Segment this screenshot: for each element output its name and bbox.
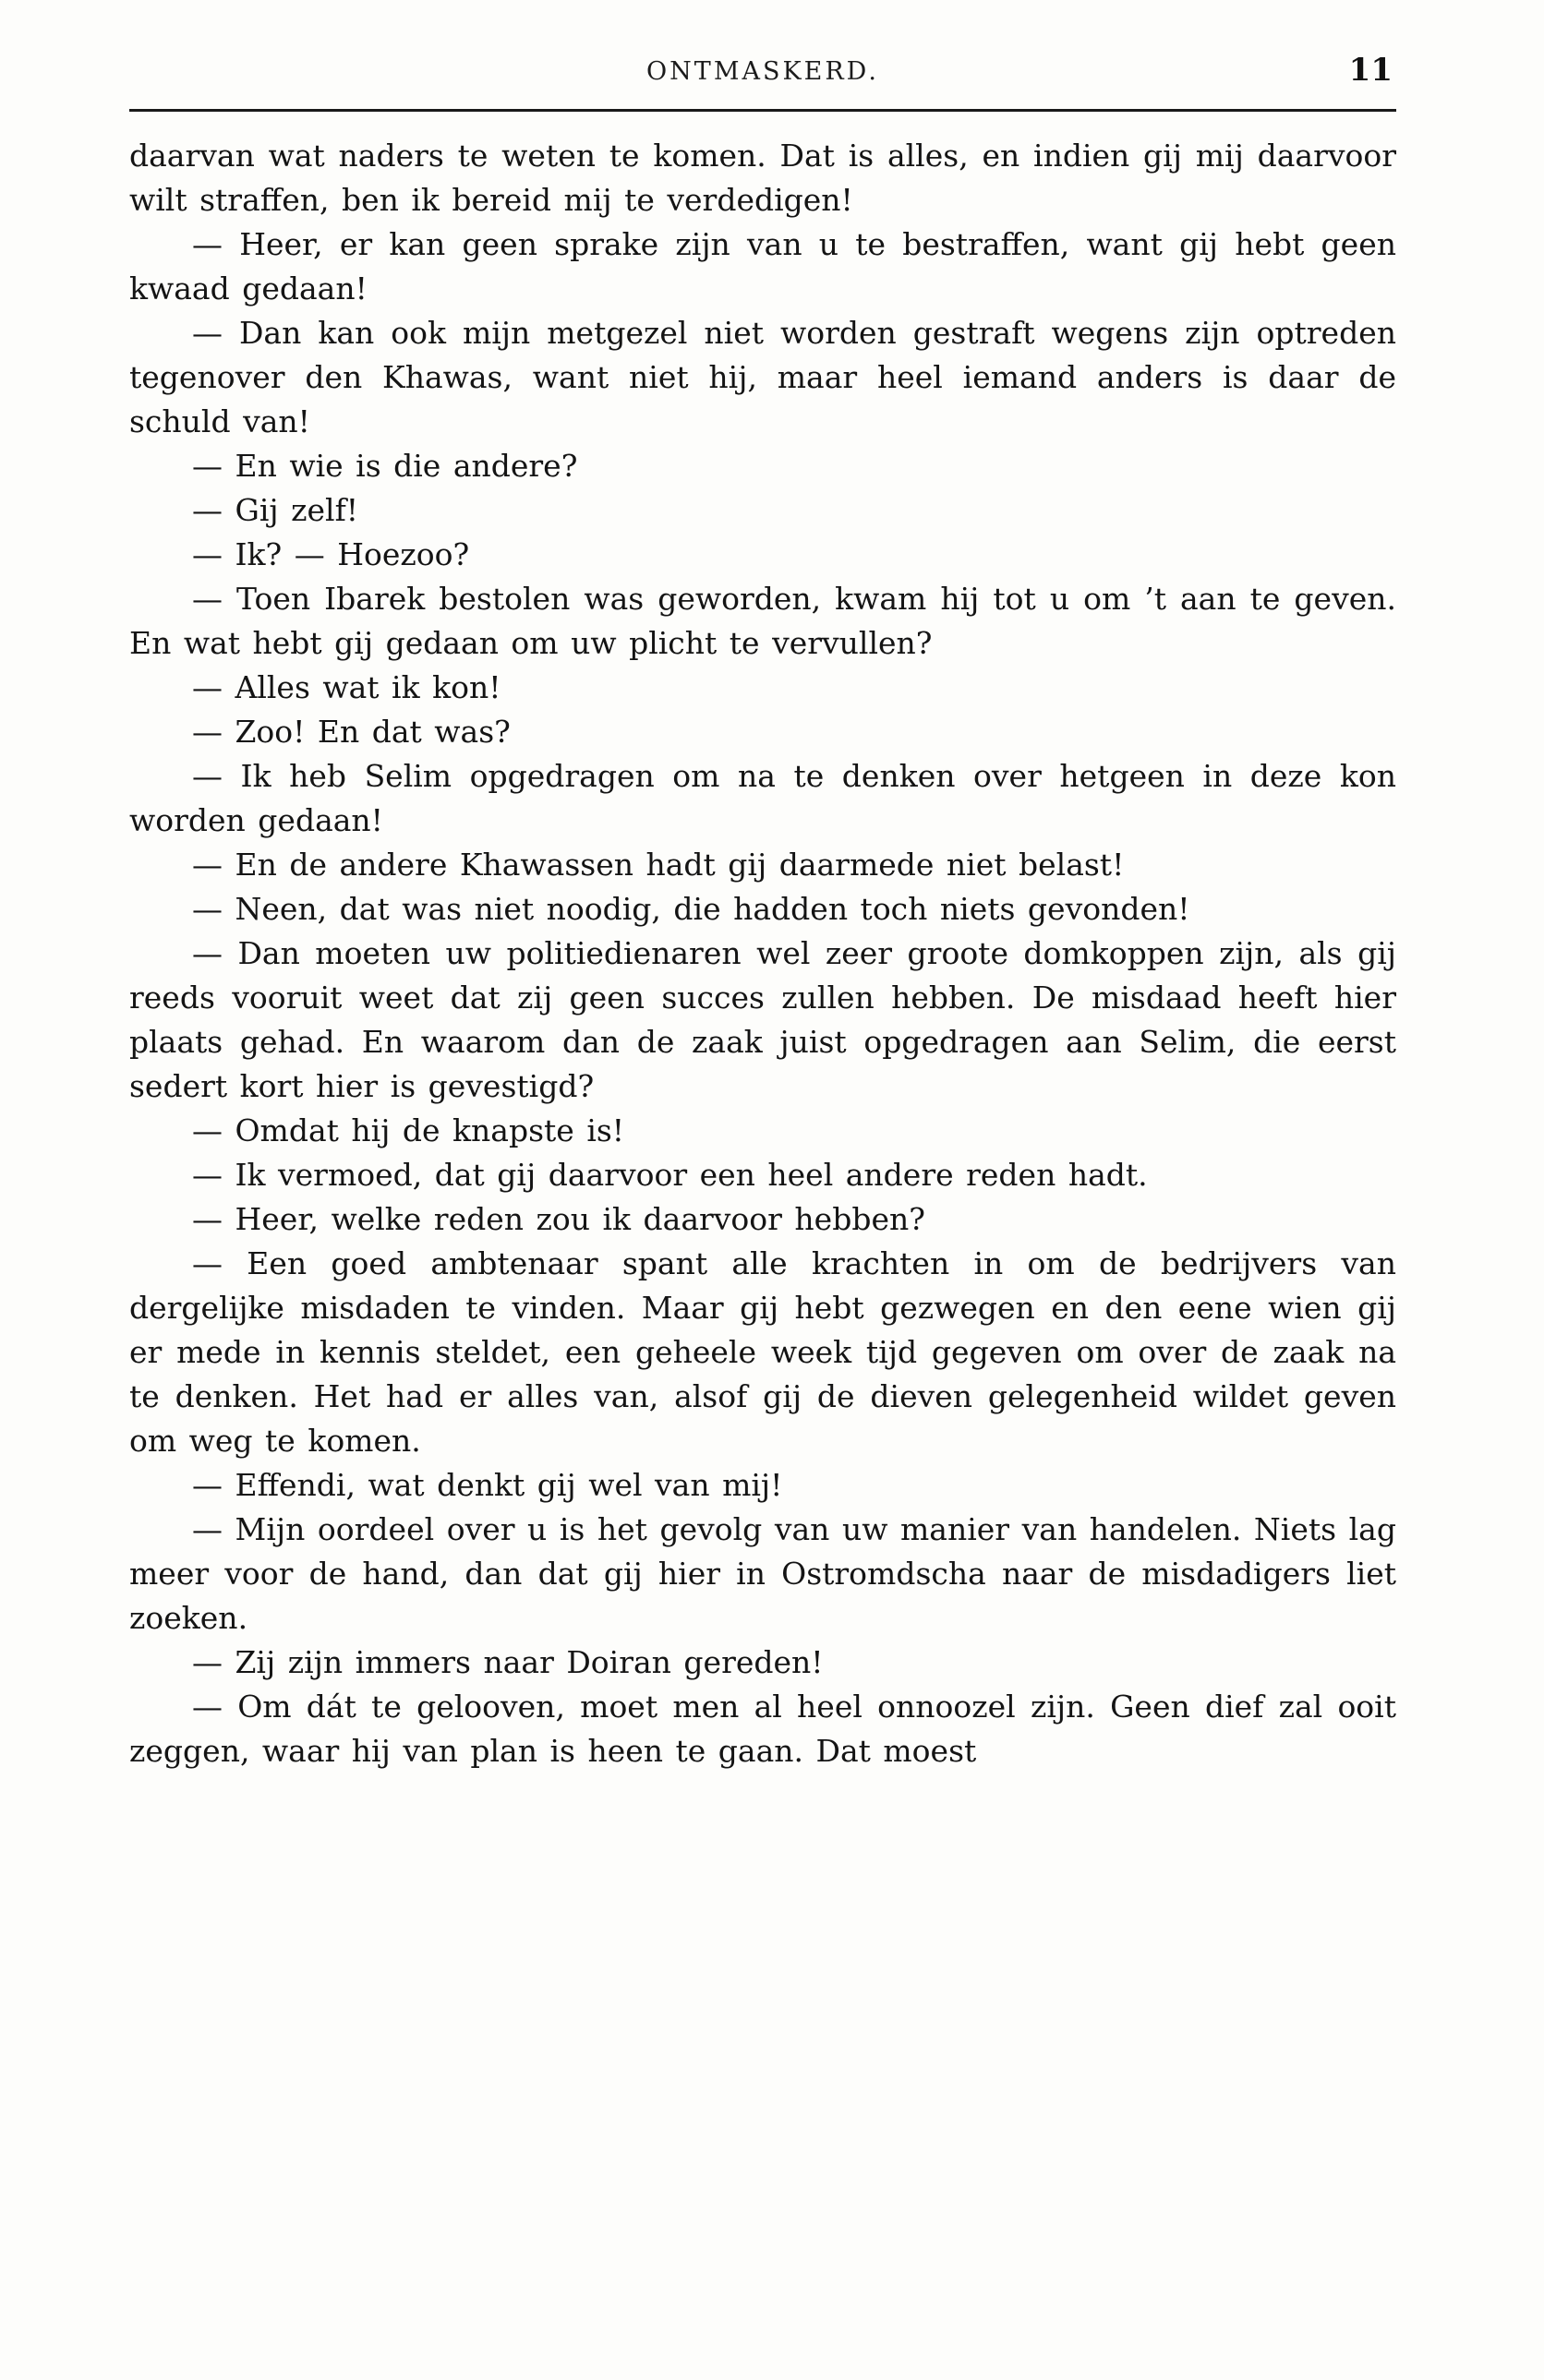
- paragraph: — Gij zelf!: [192, 492, 359, 528]
- paragraph: — Neen, dat was niet noodig, die hadden toch niets gevonden!: [192, 891, 1190, 927]
- page-content: [129, 52, 1396, 1773]
- paragraph: — Toen Ibarek bestolen was geworden, kwam hij tot u om ’t aan te geven. En wat hebt gij gedaan om uw plicht te vervullen?: [129, 581, 1396, 661]
- paragraph: — En wie is die andere?: [192, 448, 578, 484]
- body-text: [129, 134, 1396, 1773]
- paragraph: — Een goed ambtenaar spant alle krachten in om de bedrijvers van dergelijke misdaden te vinden. Maar gij hebt gezwegen en den eene wien gij er mede in kennis steldet, een geheele week tijd gegeven om over de zaak na te denken. Het had er alles van, alsof gij de dieven gelegenheid wildet geven om weg te komen.: [129, 1245, 1396, 1459]
- running-title: ONTMASKERD.: [646, 57, 879, 86]
- paragraph: — Ik? — Hoezoo?: [192, 536, 470, 572]
- paragraph: — Heer, welke reden zou ik daarvoor hebben?: [192, 1201, 925, 1237]
- paragraph: — Effendi, wat denkt gij wel van mij!: [192, 1467, 783, 1503]
- paragraph: — Ik heb Selim opgedragen om na te denken over hetgeen in deze kon worden gedaan!: [129, 758, 1396, 838]
- paragraph: — Dan moeten uw politiedienaren wel zeer groote domkoppen zijn, als gij reeds vooruit weet dat zij geen succes zullen hebben. De misdaad heeft hier plaats gehad. En waarom dan de zaak juist opgedragen aan Selim, die eerst sedert kort hier is gevestigd?: [129, 935, 1396, 1104]
- paragraph: — Zij zijn immers naar Doiran gereden!: [192, 1644, 824, 1680]
- paragraph: daarvan wat naders te weten te komen. Dat is alles, en indien gij mij daarvoor wilt straffen, ben ik bereid mij te verdedigen!: [129, 138, 1396, 218]
- paragraph: — Om dát te gelooven, moet men al heel onnoozel zijn. Geen dief zal ooit zeggen, waar hij van plan is heen te gaan. Dat moest: [129, 1689, 1396, 1769]
- paragraph: — Dan kan ook mijn metgezel niet worden gestraft wegens zijn optreden tegenover den Khawas, want niet hij, maar heel iemand anders is daar de schuld van!: [129, 315, 1396, 439]
- page-number: 11: [1348, 52, 1393, 89]
- paragraph: — Zoo! En dat was?: [192, 714, 511, 750]
- page-header: [129, 52, 1396, 100]
- paragraph: — En de andere Khawassen hadt gij daarmede niet belast!: [192, 847, 1125, 883]
- paragraph: — Heer, er kan geen sprake zijn van u te bestraffen, want gij hebt geen kwaad gedaan!: [129, 226, 1396, 307]
- paragraph: — Mijn oordeel over u is het gevolg van uw manier van handelen. Niets lag meer voor de hand, dan dat gij hier in Ostromdscha naar de misdadigers liet zoeken.: [129, 1511, 1396, 1636]
- paragraph: — Omdat hij de knapste is!: [192, 1112, 625, 1148]
- paragraph: — Ik vermoed, dat gij daarvoor een heel andere reden hadt.: [192, 1157, 1148, 1193]
- header-rule: [129, 109, 1396, 112]
- paragraph: — Alles wat ik kon!: [192, 669, 501, 705]
